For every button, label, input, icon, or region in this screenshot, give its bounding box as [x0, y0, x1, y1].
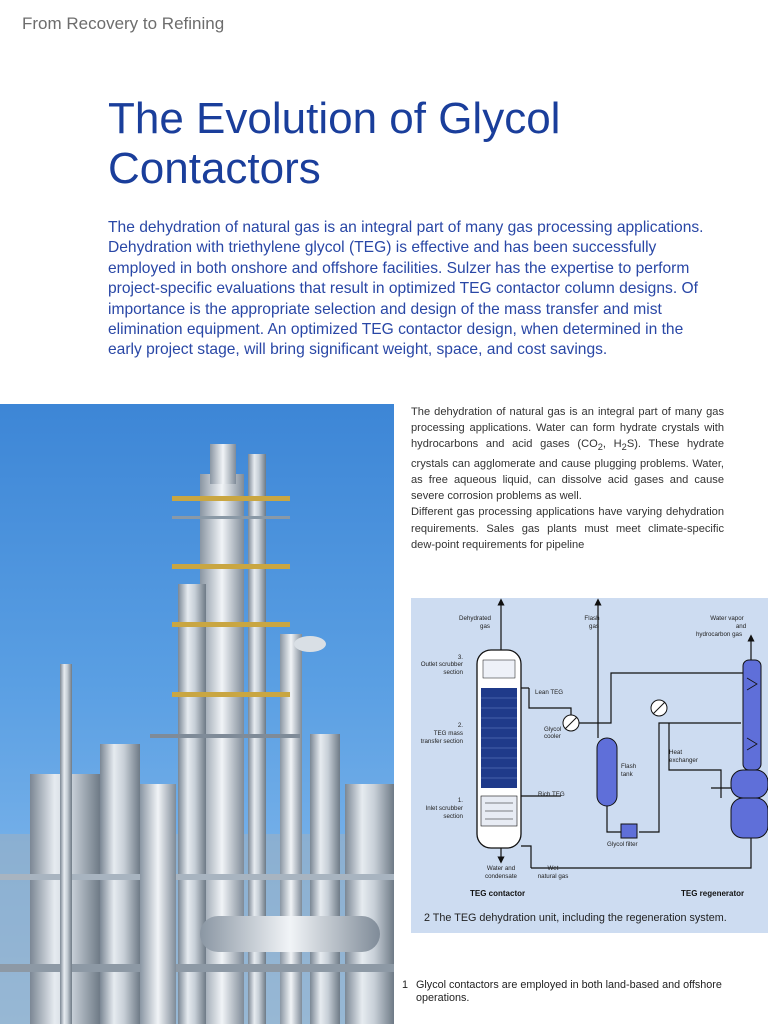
label-glycol-cooler-1: Glycol: [544, 726, 562, 733]
title-line-2: Contactors: [108, 144, 321, 193]
h2s-subscript: 2: [621, 442, 627, 453]
label-flash-gas-1: Flash: [584, 615, 600, 622]
label-water-condensate-1: Water and: [486, 865, 516, 872]
label-outlet-3: section: [443, 669, 463, 676]
label-water-condensate-2: condensate: [485, 873, 517, 880]
label-dehydrated-gas-1: Dehydrated: [459, 615, 491, 622]
body-p1-part-a: The dehydration of natural gas is an integral part of many gas processing applications. Water can form hydrate crystals with hydrocarbons and acid gases (CO: [411, 406, 724, 451]
teg-diagram-svg: [411, 598, 768, 933]
label-water-vapor-3: hydrocarbon gas: [695, 631, 743, 638]
page-title: [108, 94, 708, 194]
label-inlet-2: Inlet scrubber: [425, 805, 463, 812]
figure-2-caption: 2 The TEG dehydration unit, including the regeneration system.: [424, 912, 727, 924]
label-water-vapor-1: Water vapor: [710, 615, 744, 622]
label-rich-teg: Rich TEG: [538, 791, 565, 798]
label-outlet-2: Outlet scrubber: [420, 661, 463, 668]
label-heat-exchanger-1: Heat: [669, 749, 683, 756]
figure-1-caption: [402, 979, 732, 1005]
label-dehydrated-gas-2: gas: [480, 623, 490, 630]
label-mass-3: transfer section: [420, 738, 463, 745]
co2-subscript: 2: [597, 442, 603, 453]
label-teg-contactor: TEG contactor: [470, 889, 526, 898]
label-mass-1: 2.: [457, 722, 463, 729]
body-p1-part-c: S). These hydrate crystals can agglomerate and cause plugging problems. Water, as free aqueous liquid, can dissolve acid gases and cause severe corrosion problems as well.: [411, 438, 724, 503]
label-glycol-cooler-2: cooler: [544, 733, 561, 740]
label-lean-teg: Lean TEG: [535, 689, 564, 696]
title-line-1: The Evolution of Glycol: [108, 94, 561, 143]
label-flash-tank-1: Flash: [621, 763, 637, 770]
label-flash-gas-2: gas: [589, 623, 599, 630]
body-paragraph-2: Different gas processing applications have varying dehydration requirements. Sales gas plants must meet climate-specific dew-point requirements for pipeline: [411, 506, 724, 551]
section-header: From Recovery to Refining: [22, 14, 225, 33]
label-outlet-1: 3.: [457, 654, 463, 661]
label-wet-gas-2: natural gas: [537, 873, 569, 880]
figure-1-number: 1: [402, 979, 409, 991]
label-wet-gas-1: Wet: [547, 865, 559, 872]
refinery-illustration: [0, 404, 394, 1024]
refinery-photo: [0, 404, 394, 1024]
body-paragraph-1: [411, 404, 724, 504]
intro-paragraph: The dehydration of natural gas is an integral part of many gas processing applications. Dehydration with triethylene glycol (TEG) is effective and has been successfully employed in both onshore and offshore facilities. Sulzer has the expertise to perform project-specific evaluations that result in optimized TEG contactor column designs. Of importance is the appropriate selection and design of the mass transfer and mist elimination equipment. An optimized TEG contactor design, when determined in the early project stage, will bring significant weight, space, and cost savings.: [108, 219, 704, 359]
teg-diagram: [411, 598, 768, 933]
label-inlet-3: section: [443, 813, 463, 820]
label-glycol-filter: Glycol filter: [607, 841, 638, 848]
body-p1-part-b: , H: [602, 438, 622, 451]
label-mass-2: TEG mass: [433, 730, 463, 737]
label-teg-regenerator: TEG regenerator: [681, 889, 745, 898]
figure-1-caption-text: Glycol contactors are employed in both land-based and offshore operations.: [416, 979, 722, 1005]
label-flash-tank-2: tank: [621, 771, 633, 778]
label-water-vapor-2: and: [735, 623, 747, 630]
body-text: [411, 404, 724, 553]
label-inlet-1: 1.: [457, 797, 463, 804]
label-heat-exchanger-2: exchanger: [669, 757, 698, 764]
